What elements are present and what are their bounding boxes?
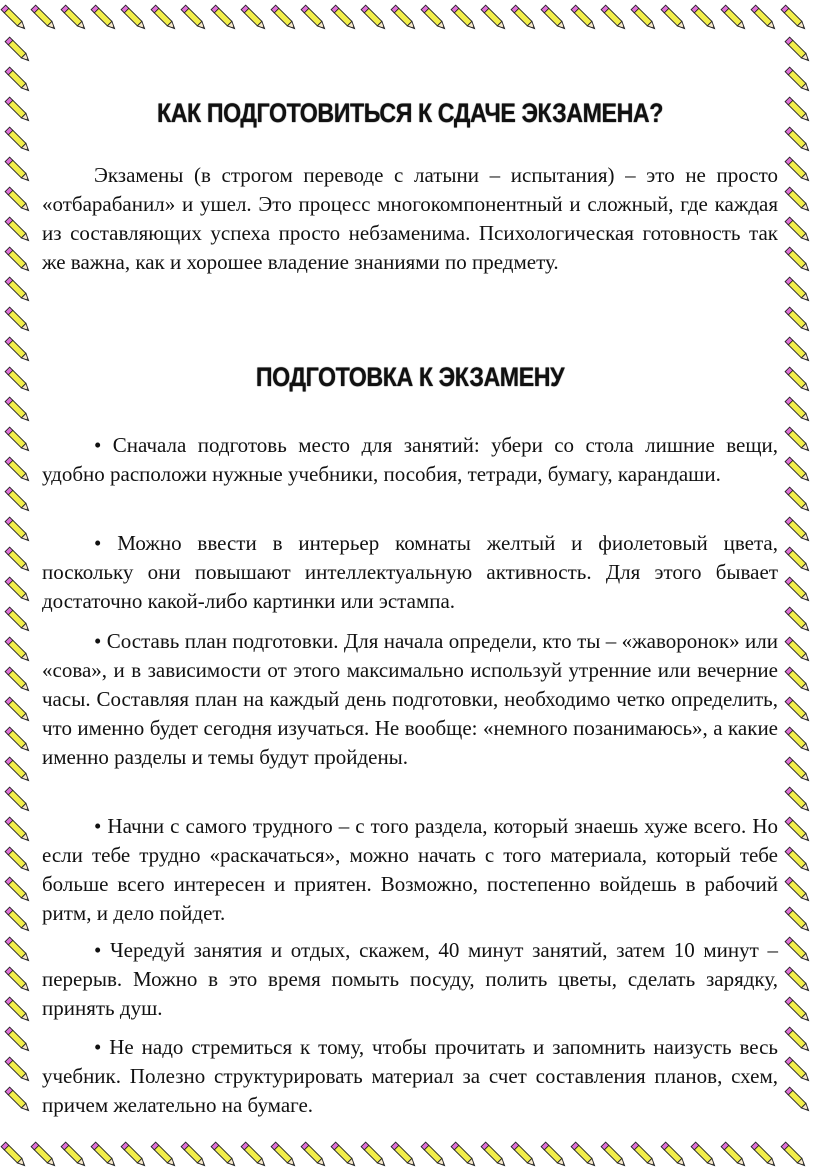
pencil-icon	[451, 5, 477, 31]
pencil-border-right	[776, 0, 816, 1173]
pencil-icon	[5, 1057, 31, 1083]
pencil-icon	[5, 427, 31, 453]
pencil-icon	[631, 1142, 657, 1168]
pencil-icon	[785, 547, 811, 573]
pencil-icon	[785, 577, 811, 603]
pencil-icon	[691, 5, 717, 31]
pencil-icon	[91, 5, 117, 31]
pencil-icon	[5, 727, 31, 753]
pencil-icon	[5, 487, 31, 513]
pencil-icon	[785, 787, 811, 813]
pencil-icon	[785, 847, 811, 873]
pencil-icon	[541, 5, 567, 31]
pencil-icon	[5, 187, 31, 213]
pencil-icon	[691, 1142, 717, 1168]
pencil-icon	[571, 1142, 597, 1168]
pencil-icon	[5, 607, 31, 633]
pencil-icon	[5, 997, 31, 1023]
list-item: • Не надо стремиться к тому, чтобы прочитать и запомнить наизусть весь учебник. Полезно структурировать материал за счет составления планов, схем, причем желательно на бумаге.	[42, 1035, 778, 1117]
pencil-icon	[241, 5, 267, 31]
section-title: ПОДГОТОВКА К ЭКЗАМЕНУ	[255, 362, 565, 392]
pencil-icon	[5, 1087, 31, 1113]
pencil-icon	[5, 247, 31, 273]
pencil-icon	[785, 1087, 811, 1113]
pencil-icon	[785, 67, 811, 93]
pencil-icon	[785, 37, 811, 63]
pencil-icon	[751, 5, 777, 31]
pencil-icon	[5, 547, 31, 573]
pencil-icon	[5, 457, 31, 483]
pencil-icon	[785, 1027, 811, 1053]
pencil-icon	[785, 1057, 811, 1083]
pencil-icon	[721, 1142, 747, 1168]
pencil-icon	[5, 127, 31, 153]
pencil-icon	[5, 397, 31, 423]
pencil-icon	[5, 907, 31, 933]
pencil-icon	[631, 5, 657, 31]
pencil-icon	[91, 1142, 117, 1168]
pencil-icon	[785, 187, 811, 213]
pencil-icon	[785, 937, 811, 963]
pencil-icon	[5, 637, 31, 663]
pencil-icon	[5, 697, 31, 723]
pencil-icon	[331, 1142, 357, 1168]
pencil-icon	[421, 5, 447, 31]
pencil-icon	[421, 1142, 447, 1168]
pencil-icon	[181, 5, 207, 31]
list-item: • Сначала подготовь место для занятий: убери со стола лишние вещи, удобно расположи нужные учебники, пособия, тетради, бумагу, карандаши.	[42, 433, 778, 486]
pencil-icon	[785, 337, 811, 363]
pencil-icon	[785, 397, 811, 423]
pencil-icon	[785, 247, 811, 273]
pencil-icon	[721, 5, 747, 31]
pencil-icon	[301, 5, 327, 31]
pencil-icon	[301, 1142, 327, 1168]
pencil-icon	[785, 907, 811, 933]
pencil-icon	[785, 277, 811, 303]
pencil-icon	[5, 217, 31, 243]
pencil-icon	[391, 5, 417, 31]
pencil-icon	[5, 67, 31, 93]
pencil-icon	[541, 1142, 567, 1168]
pencil-icon	[785, 727, 811, 753]
list-item: • Начни с самого трудного – с того раздела, который знаешь хуже всего. Но если тебе трудно «раскачаться», можно начать с того материала, который тебе больше всего интересен и приятен. Возможно, постепенно войдешь в рабочий ритм, и дело пойдет.	[42, 814, 778, 925]
pencil-icon	[571, 5, 597, 31]
pencil-icon	[785, 997, 811, 1023]
pencil-icon	[5, 757, 31, 783]
pencil-icon	[61, 5, 87, 31]
pencil-icon	[361, 1142, 387, 1168]
pencil-icon	[785, 517, 811, 543]
pencil-icon	[5, 967, 31, 993]
pencil-border-top	[0, 0, 816, 40]
pencil-icon	[5, 367, 31, 393]
pencil-icon	[211, 5, 237, 31]
pencil-icon	[661, 5, 687, 31]
pencil-icon	[511, 5, 537, 31]
pencil-icon	[785, 757, 811, 783]
pencil-icon	[271, 5, 297, 31]
pencil-icon	[785, 157, 811, 183]
pencil-icon	[5, 847, 31, 873]
pencil-border-bottom	[0, 1135, 816, 1173]
pencil-icon	[785, 637, 811, 663]
pencil-icon	[451, 1142, 477, 1168]
pencil-icon	[785, 97, 811, 123]
pencil-icon	[391, 1142, 417, 1168]
pencil-icon	[5, 307, 31, 333]
pencil-icon	[211, 1142, 237, 1168]
pencil-icon	[5, 937, 31, 963]
pencil-icon	[785, 457, 811, 483]
pencil-icon	[271, 1142, 297, 1168]
pencil-icon	[181, 1142, 207, 1168]
pencil-icon	[785, 487, 811, 513]
pencil-icon	[151, 5, 177, 31]
pencil-icon	[61, 1142, 87, 1168]
pencil-icon	[5, 817, 31, 843]
pencil-icon	[5, 97, 31, 123]
list-item: • Можно ввести в интерьер комнаты желтый и фиолетовый цвета, поскольку они повышают интеллектуальную активность. Для этого бывает достаточно какой-либо картинки или эстампа.	[42, 531, 778, 613]
pencil-icon	[5, 877, 31, 903]
pencil-icon	[361, 5, 387, 31]
pencil-border-left	[0, 0, 40, 1173]
pencil-icon	[331, 5, 357, 31]
pencil-icon	[241, 1142, 267, 1168]
pencil-icon	[785, 967, 811, 993]
pencil-icon	[5, 37, 31, 63]
pencil-icon	[481, 5, 507, 31]
pencil-icon	[601, 1142, 627, 1168]
list-item: • Составь план подготовки. Для начала определи, кто ты – «жаворонок» или «сова», и в зависимости от этого максимально используй утренние или вечерние часы. Составляя план на каждый день подготовки, необходимо четко определить, что именно будет сегодня изучаться. Не вообще: «немного позанимаюсь», а какие именно разделы и темы будут пройдены.	[42, 629, 778, 769]
pencil-icon	[785, 367, 811, 393]
intro-paragraph: Экзамены (в строгом переводе с латыни – испытания) – это не просто «отбарабанил» и ушел. Это процесс многокомпонентный и сложный, где каждая из составляющих успеха просто небзаменима. Психологическая готовность так же важна, как и хорошее владение знаниями по предмету.	[42, 163, 778, 274]
pencil-icon	[481, 1142, 507, 1168]
pencil-icon	[511, 1142, 537, 1168]
pencil-icon	[151, 1142, 177, 1168]
pencil-icon	[751, 1142, 777, 1168]
pencil-icon	[661, 1142, 687, 1168]
pencil-icon	[5, 517, 31, 543]
pencil-icon	[785, 127, 811, 153]
list-item: • Чередуй занятия и отдых, скажем, 40 минут занятий, затем 10 минут – перерыв. Можно в это время помыть посуду, полить цветы, сделать зарядку, принять душ.	[42, 938, 778, 1020]
pencil-icon	[785, 427, 811, 453]
pencil-icon	[5, 1027, 31, 1053]
pencil-icon	[785, 307, 811, 333]
pencil-icon	[785, 697, 811, 723]
pencil-icon	[785, 877, 811, 903]
pencil-icon	[5, 277, 31, 303]
pencil-icon	[5, 157, 31, 183]
pencil-icon	[601, 5, 627, 31]
pencil-icon	[5, 667, 31, 693]
pencil-icon	[785, 817, 811, 843]
pencil-icon	[5, 337, 31, 363]
pencil-icon	[5, 577, 31, 603]
page-title: КАК ПОДГОТОВИТЬСЯ К СДАЧЕ ЭКЗАМЕНА?	[156, 98, 664, 128]
pencil-icon	[785, 667, 811, 693]
pencil-icon	[785, 607, 811, 633]
pencil-icon	[121, 1142, 147, 1168]
pencil-icon	[785, 217, 811, 243]
pencil-icon	[5, 787, 31, 813]
pencil-icon	[121, 5, 147, 31]
